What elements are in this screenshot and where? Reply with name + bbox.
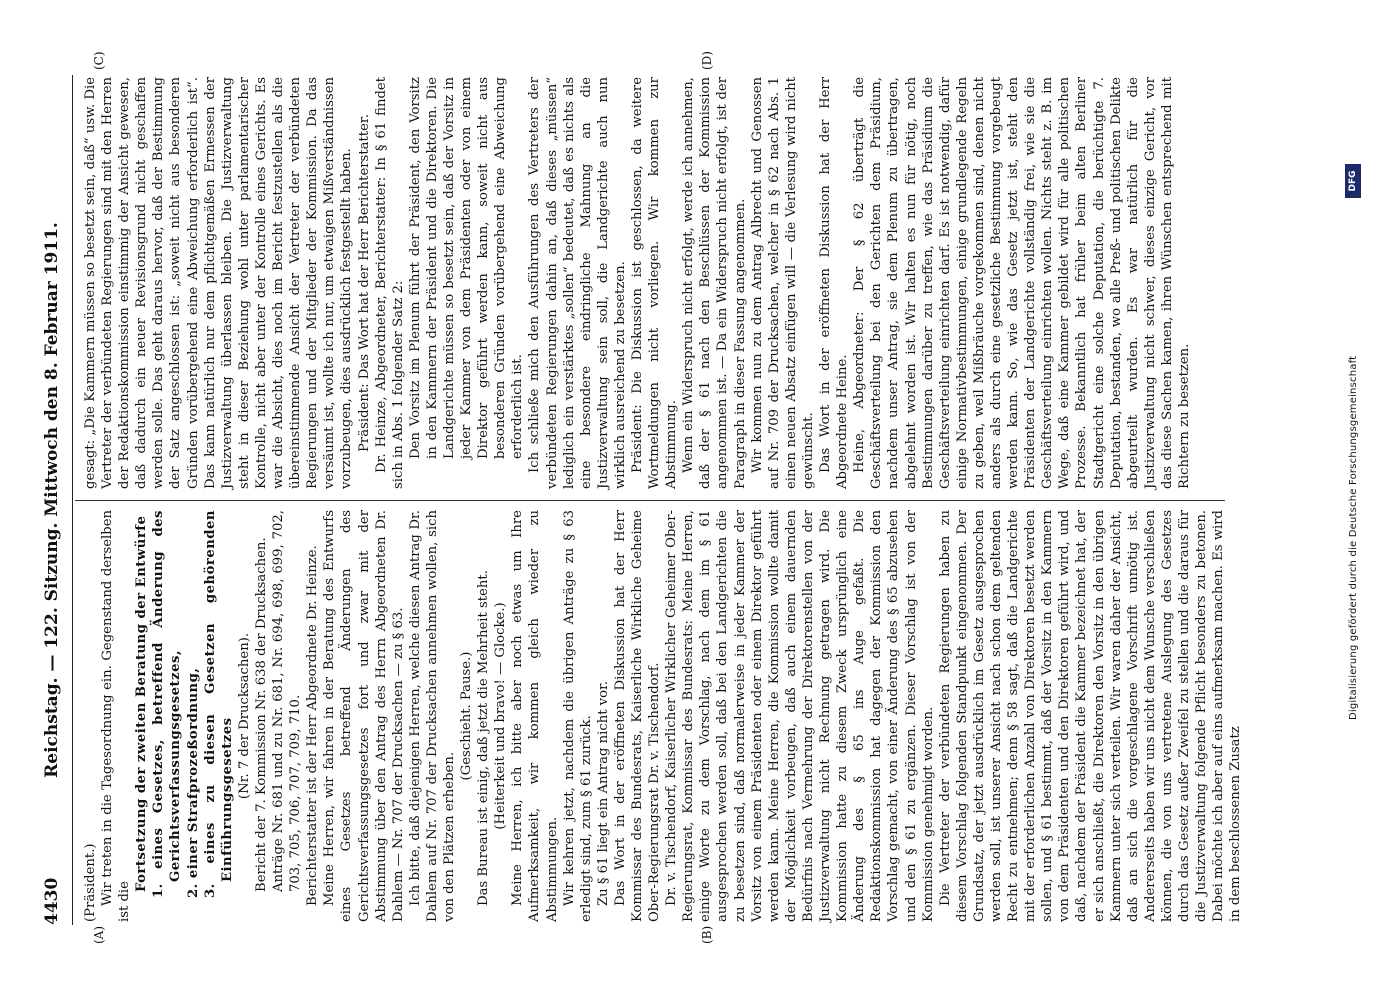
left-column	[82, 510, 1244, 922]
paragraph: Zu § 61 liegt ein Antrag nicht vor.	[595, 680, 611, 906]
speech-paragraph: Dr. Heinze, Abgeordneter, Berichterstatter: In § 61 findet sich in Abs. 1 folgender Satz 2:	[373, 77, 406, 489]
speaker-paragraph: Präsident: Das Wort hat der Herr Berichterstatter.	[356, 114, 372, 452]
speaker-tag: (Präsident.)	[83, 843, 98, 922]
agenda-reference: (Nr. 7 der Drucksachen).	[236, 632, 252, 800]
paragraph: Wir kommen nun zu dem Antrag Albrecht und Genossen auf Nr. 709 der Drucksachen, welcher in § 62 nach Abs. 1 einen neuen Absatz einfügen will — die Verlesung wird nicht gewünscht.	[749, 77, 816, 489]
page-title: Reichstag. — 122. Sitzung. Mittwoch den 8. Februar 1911.	[42, 222, 62, 778]
right-column	[82, 77, 1193, 489]
motions-reference: Anträge Nr. 681 und zu Nr. 681, Nr. 694, 698, 699, 702, 703, 705, 706, 707, 709, 710.	[271, 510, 304, 892]
paragraph: Ich bitte, daß diejenigen Herren, welche diesen Antrag Dr. Dahlem auf Nr. 707 der Drucksachen annehmen wollen, sich von den Plätzen erheben.	[407, 510, 457, 922]
paragraph: Wenn ein Widerspruch nicht erfolgt, werde ich annehmen, daß der § 61 nach den Beschlüssen der Kommission angenommen ist. — Da ein Widerspruch nicht erfolgt, ist der Paragraph in dieser Fassung angenommen.	[681, 77, 748, 489]
speech-paragraph: Die Vertreter der verbündeten Regierungen haben zu diesem Vorschlag folgenden Standpunkt eingenommen. Der Grundsatz, der jetzt ausdrücklich im Gesetz ausgesprochen werden soll, ist unserer Ansicht nach schon dem geltenden Recht zu entnehmen; denn § 58 sagt, daß die Landgerichte mit der erforderlichen Anzahl von Direktoren besetzt werden sollen, und § 61 bestimmt, daß der Vorsitz in den Kammern von dem Präsidenten und den Direktoren geführt wird, und daß, nachdem der Präsident die Kammer bezeichnet hat, der er sich anschließt, die Direktoren den Vorsitz in den übrigen Kammern unter sich verteilen. Wir waren daher der Ansicht, daß an sich die vorgeschlagene Vorschrift unnötig ist. Andererseits haben wir uns nicht dem Wunsche verschließen können, die von uns vertretene Auslegung des Gesetzes durch das Gesetz außer Zweifel zu stellen und die daraus für die Justizverwaltung folgende Pflicht besonders zu betonen. Dabei möchte ich aber auf eins aufmerksam machen. Es wird in dem beschlossenen Zusatz	[937, 510, 1244, 922]
agenda-heading: Fortsetzung der zweiten Beratung der Entwürfe	[134, 515, 150, 892]
margin-marker-a: (A)	[92, 925, 106, 944]
paragraph: Das Wort in der eröffneten Diskussion hat der Herr Kommissar des Bundesrats, Kaiserliche Wirkliche Geheime Ober-Regierungsrat Dr. v. Tischendorf.	[612, 510, 663, 922]
paragraph: Das Wort in der eröffneten Diskussion hat der Herr Abgeordnete Heine.	[818, 77, 851, 489]
speech-paragraph: Ich schließe mich den Ausführungen des Vertreters der verbündeten Regierungen dahin an, daß dieses „müssen“ lediglich ein verstärktes „sollen“ bedeutet, daß es nichts als eine besondere eindringliche Mahnung an die Justizverwaltung sein soll, die Landgerichte auch nun wirklich ausreichend zu besetzen.	[527, 77, 628, 489]
column-divider	[75, 500, 1225, 501]
speech-paragraph: Dr. v. Tischendorf, Kaiserlicher Wirklicher Geheimer Ober-Regierungsrat, Kommissar des Bundesrats: Meine Herren, einige Worte zu dem Vorschlag, nach dem im § 61 ausgesprochen werden soll, daß bei den Landgerichten die zu besetzen sind, daß normalerweise in jeder Kammer der Vorsitz von einem Präsidenten oder einem Direktor geführt werden kann. Meine Herren, die Kommission wollte damit der Möglichkeit vorbeugen, daß auch einem dauernden Bedürfnis nach Vermehrung der Direktorenstellen von der Justizverwaltung nicht Rechnung getragen wird. Die Kommission hatte zu diesem Zweck ursprünglich eine Änderung des § 65 ins Auge gefaßt. Die Redaktionskommission hat dagegen der Kommission den Vorschlag gemacht, von einer Änderung des § 65 abzusehen und den § 61 zu ergänzen. Dieser Vorschlag ist von der Kommission genehmigt worden.	[664, 510, 936, 922]
agenda-item-3: 3. eines zu diesen Gesetzen gehörenden Einführungsgesetzes	[202, 510, 235, 898]
paragraph: Berichterstatter ist der Herr Abgeordnete Dr. Heinze.	[305, 545, 321, 906]
paragraph: Meine Herren, ich bitte aber noch etwas um Ihre Aufmerksamkeit, wir kommen gleich wieder zu Abstimmungen.	[510, 510, 560, 922]
paragraph: Das Bureau ist einig, daß jetzt die Mehrheit steht.	[476, 570, 492, 906]
dfg-logo: DFG	[1345, 164, 1361, 198]
margin-marker-c: (C)	[92, 51, 106, 70]
page-header	[42, 75, 70, 925]
speaker-paragraph: Präsident: Die Diskussion ist geschlossen, da weitere Wortmeldungen nicht vorliegen. Wir kommen zur Abstimmung.	[630, 77, 680, 489]
agenda-item-1: 1. eines Gesetzes, betreffend Änderung des Gerichtsverfassungsgesetzes,	[151, 510, 184, 898]
digitization-credit: Digitalisierung gefördert durch die Deutsche Forschungsgemeinschaft	[1348, 355, 1359, 720]
paragraph: Wir kehren jetzt, nachdem die übrigen Anträge zu § 63 erledigt sind, zum § 61 zurück.	[561, 510, 594, 922]
page-number: 4430	[42, 877, 62, 925]
paragraph: Wir treten in die Tagesordnung ein. Gegenstand derselben ist die	[100, 510, 133, 922]
quoted-statute: Den Vorsitz im Plenum führt der Präsident, den Vorsitz in den Kammern der Präsident und die Direktoren. Die Landgerichte müssen so besetzt sein, daß der Vorsitz in jeder Kammer von dem Präsidenten oder von einem Direktor geführt werden kann, soweit nicht aus besonderen Gründen vorübergehend eine Abweichung erforderlich ist.	[407, 77, 526, 459]
margin-marker-d: (D)	[700, 51, 714, 70]
report-reference: Bericht der 7. Kommission Nr. 638 der Drucksachen.	[253, 537, 269, 892]
stage-direction: (Heiterkeit und bravo! — Glocke.)	[493, 602, 509, 830]
agenda-item-2: 2. einer Strafprozeßordnung,	[185, 667, 201, 898]
margin-marker-b: (B)	[700, 925, 714, 944]
paragraph: Meine Herren, wir fahren in der Beratung des Entwurfs eines Gesetzes betreffend Änderungen des Gerichtsverfassungsgesetzes fort und zwar mit der Abstimmung über den Antrag des Herrn Abgeordneten Dr. Dahlem — Nr. 707 der Drucksachen — zu § 63.	[322, 510, 406, 922]
header-rule	[72, 75, 73, 925]
speech-paragraph: gesagt: „Die Kammern müssen so besetzt sein, daß“ usw. Die Vertreter der verbündeten Regierungen sind mit den Herren der Redaktionskommission einstimmig der Ansicht gewesen, daß dadurch ein neuer Revisionsgrund nicht geschaffen werden solle. Das geht daraus hervor, daß der Bestimmung der Satz angeschlossen ist: „soweit nicht aus besonderen Gründen vorübergehend eine Abweichung erforderlich ist“. Das kann natürlich nur dem pflichtgemäßen Ermessen der Justizverwaltung überlassen bleiben. Die Justizverwaltung steht in dieser Beziehung wohl unter parlamentarischer Kontrolle, nicht aber unter der Kontrolle eines Gerichts. Es war die Absicht, dies noch im Bericht festzustellen als die übereinstimmende Ansicht der Vertreter der verbündeten Regierungen und der Mitglieder der Kommission. Da das versäumt ist, wollte ich nur, um etwaigen Mißverständnissen vorzubeugen, dies ausdrücklich festgestellt haben.	[83, 77, 355, 489]
speech-paragraph: Heine, Abgeordneter: Der § 62 überträgt die Geschäftsverteilung bei den Gerichten dem Präsidium, nachdem unser Antrag, sie dem Plenum zu übertragen, abgelehnt worden ist. Wir halten es nun für nötig, noch Bestimmungen darüber zu treffen, wie das Präsidium die Geschäftsverteilung einrichten darf. Es ist notwendig, dafür einige Normativbestimmungen, einige grundlegende Regeln zu geben, weil Mißbräuche vorgekommen sind, denen nicht anders als durch eine gesetzliche Bestimmung vorgebeugt werden kann. So, wie das Gesetz jetzt ist, steht den Präsidenten der Landgerichte vollständig frei, wie sie die Geschäftsverteilung einrichten wollen. Nichts steht z. B. im Wege, daß eine Kammer gebildet wird für alle politischen Prozesse. Bekanntlich hat früher beim alten Berliner Stadtgericht eine solche Deputation, die berüchtigte 7. Deputation, bestanden, wo alle Preß- und politischen Delikte abgeurteilt wurden. Es war natürlich für die Justizverwaltung nicht schwer, dieses einzige Gericht, vor das diese Sachen kamen, ihren Wünschen entsprechend mit Richtern zu besetzen.	[852, 77, 1192, 489]
page-footer	[1345, 40, 1367, 920]
stage-direction: (Geschieht. Pause.)	[459, 651, 475, 781]
